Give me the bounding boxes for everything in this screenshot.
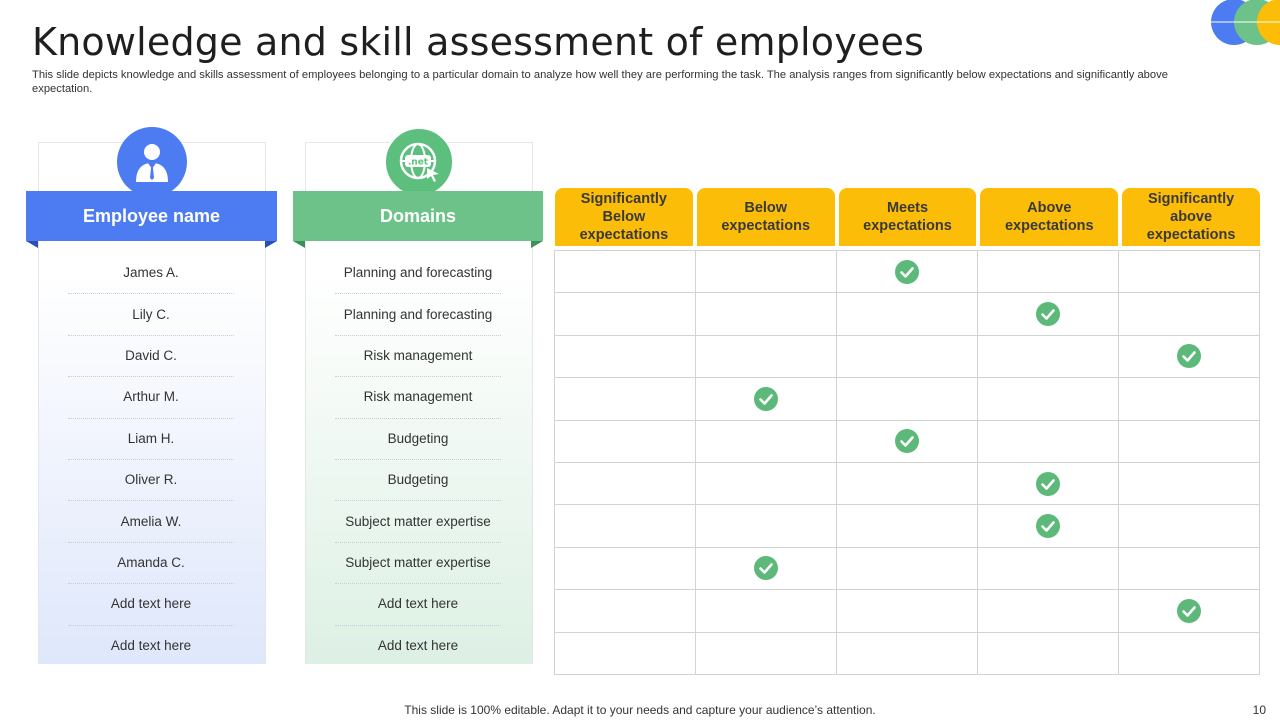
person-icon — [117, 127, 187, 197]
employee-name-cell: Amelia W. — [38, 500, 264, 541]
table-row — [555, 547, 1260, 589]
rating-cell — [696, 462, 837, 504]
rating-cell — [555, 293, 696, 335]
table-row — [555, 293, 1260, 335]
employee-name-cell: Liam H. — [38, 418, 264, 459]
rating-cell — [696, 378, 837, 420]
employee-name-cell: Amanda C. — [38, 542, 264, 583]
domain-cell: Add text here — [305, 583, 531, 624]
domain-cell: Budgeting — [305, 459, 531, 500]
rating-cell — [555, 590, 696, 632]
rating-cell — [555, 547, 696, 589]
employee-name-cell: Add text here — [38, 625, 264, 666]
ribbon-fold — [265, 241, 277, 248]
domain-cell: Subject matter expertise — [305, 500, 531, 541]
rating-cell — [1119, 462, 1260, 504]
domains-header: Domains — [293, 191, 543, 241]
rating-cell — [978, 335, 1119, 377]
rating-cell — [696, 505, 837, 547]
rating-cell — [696, 293, 837, 335]
check-icon — [1036, 472, 1060, 496]
rating-cell — [1119, 335, 1260, 377]
rating-header-cell: Above expectations — [980, 188, 1118, 246]
rating-cell — [696, 251, 837, 293]
domain-cell: Risk management — [305, 376, 531, 417]
ribbon-fold — [293, 241, 305, 248]
rating-cell — [1119, 420, 1260, 462]
rating-cell — [978, 420, 1119, 462]
rating-cell — [837, 378, 978, 420]
rating-cell — [1119, 378, 1260, 420]
check-icon — [895, 260, 919, 284]
rating-cell — [555, 462, 696, 504]
domain-cell: Planning and forecasting — [305, 293, 531, 334]
rating-cell — [1119, 505, 1260, 547]
employee-list — [38, 252, 264, 666]
rating-cell — [696, 547, 837, 589]
rating-cell — [837, 335, 978, 377]
rating-cell — [696, 590, 837, 632]
rating-cell — [837, 420, 978, 462]
rating-cell — [978, 462, 1119, 504]
domain-cell: Add text here — [305, 625, 531, 666]
check-icon — [895, 429, 919, 453]
web-globe-icon — [384, 127, 454, 197]
rating-cell — [837, 293, 978, 335]
rating-cell — [555, 378, 696, 420]
rating-cell — [978, 293, 1119, 335]
rating-cell — [1119, 547, 1260, 589]
domain-cell: Risk management — [305, 335, 531, 376]
brand-circles-logo — [1210, 0, 1280, 46]
rating-cell — [1119, 293, 1260, 335]
check-icon — [1177, 599, 1201, 623]
table-row — [555, 590, 1260, 632]
rating-cell — [837, 547, 978, 589]
rating-cell — [555, 505, 696, 547]
rating-cell — [837, 462, 978, 504]
rating-grid — [554, 250, 1260, 675]
rating-cell — [555, 632, 696, 674]
check-icon — [1177, 344, 1201, 368]
rating-cell — [1119, 251, 1260, 293]
table-row — [555, 251, 1260, 293]
table-row — [555, 420, 1260, 462]
rating-cell — [1119, 590, 1260, 632]
employee-name-cell: Add text here — [38, 583, 264, 624]
employee-name-cell: Oliver R. — [38, 459, 264, 500]
employee-name-cell: James A. — [123, 265, 179, 281]
rating-cell — [978, 505, 1119, 547]
rating-cell — [696, 420, 837, 462]
rating-header-cell: Significantly above expectations — [1122, 188, 1260, 246]
rating-cell — [555, 251, 696, 293]
footer-note: This slide is 100% editable. Adapt it to your needs and capture your audience’s attention. — [404, 703, 876, 717]
rating-cell — [837, 505, 978, 547]
domain-cell: Budgeting — [305, 418, 531, 459]
check-icon — [754, 556, 778, 580]
rating-cell — [978, 547, 1119, 589]
rating-cell — [555, 420, 696, 462]
rating-cell — [837, 590, 978, 632]
rating-cell — [555, 335, 696, 377]
table-row — [555, 462, 1260, 504]
rating-header-cell: Meets expectations — [839, 188, 977, 246]
rating-cell — [978, 590, 1119, 632]
rating-cell — [978, 632, 1119, 674]
domain-cell: Planning and forecasting — [343, 265, 493, 281]
rating-cell — [837, 632, 978, 674]
domain-list — [305, 252, 531, 666]
rating-cell — [696, 335, 837, 377]
table-row — [555, 378, 1260, 420]
ribbon-fold — [531, 241, 543, 248]
rating-cell — [696, 632, 837, 674]
domain-cell: Subject matter expertise — [305, 542, 531, 583]
rating-cell — [978, 378, 1119, 420]
rating-header-cell: Significantly Below expectations — [555, 188, 693, 246]
table-row — [555, 335, 1260, 377]
ribbon-fold — [26, 241, 38, 248]
rating-cell — [978, 251, 1119, 293]
table-row — [555, 505, 1260, 547]
svg-text:.net: .net — [407, 157, 429, 168]
page-number: 10 — [1252, 703, 1266, 717]
employee-name-cell: Arthur M. — [38, 376, 264, 417]
employee-name-cell: David C. — [38, 335, 264, 376]
employee-name-header: Employee name — [26, 191, 277, 241]
table-row — [555, 632, 1260, 674]
check-icon — [754, 387, 778, 411]
check-icon — [1036, 514, 1060, 538]
slide-title: Knowledge and skill assessment of employees — [32, 20, 925, 64]
check-icon — [1036, 302, 1060, 326]
rating-cell — [837, 251, 978, 293]
rating-header-row — [555, 188, 1260, 246]
employee-name-cell: Lily C. — [38, 293, 264, 334]
slide-subtitle: This slide depicts knowledge and skills assessment of employees belonging to a particular domain to analyze how well they are performing the task. The analysis ranges from significantly below expectations and significantly above expectation. — [32, 69, 1168, 95]
rating-header-cell: Below expectations — [697, 188, 835, 246]
rating-cell — [1119, 632, 1260, 674]
